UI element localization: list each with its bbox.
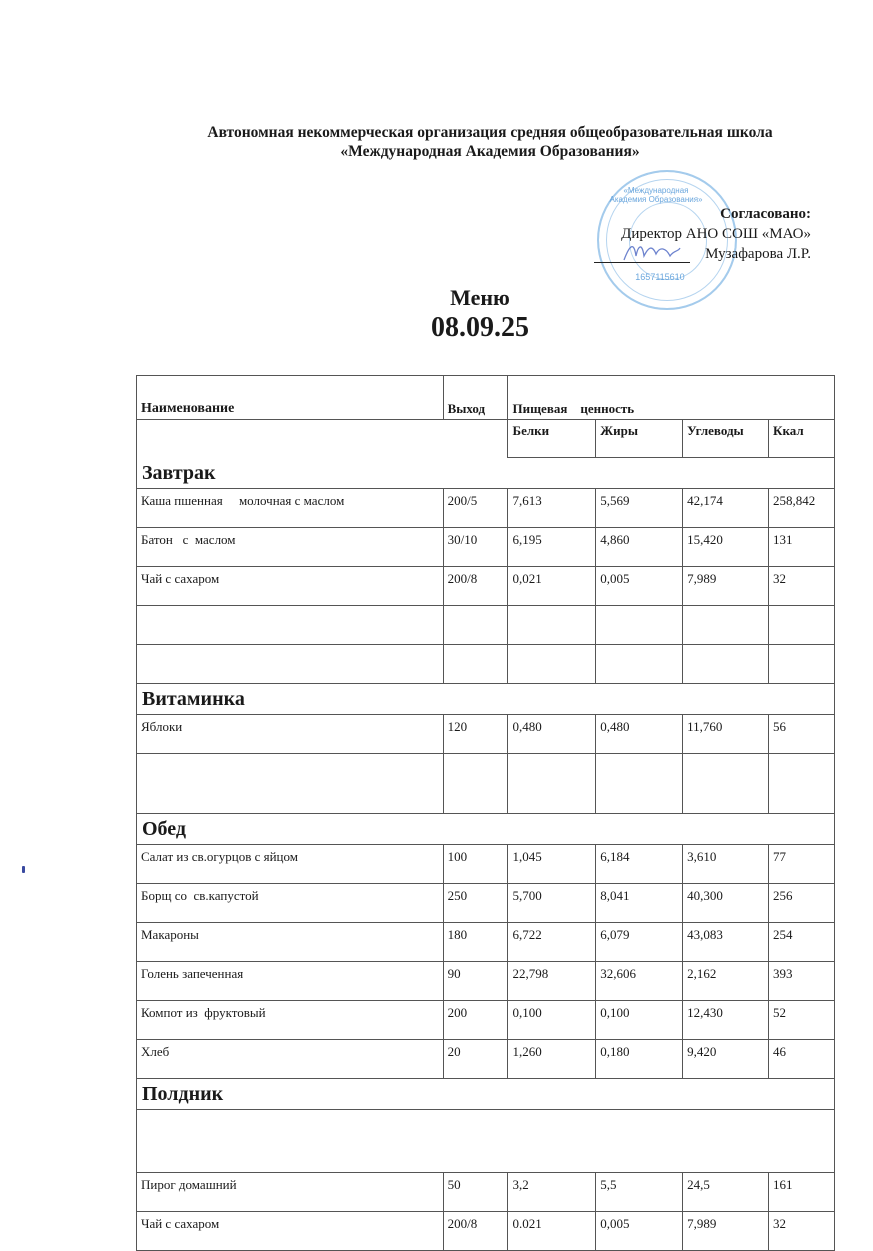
table-row bbox=[137, 1040, 835, 1079]
section-title: Обед bbox=[137, 814, 835, 845]
approval-title: Согласовано: bbox=[720, 206, 811, 222]
cell-kcal: 77 bbox=[769, 845, 835, 884]
header-row bbox=[137, 376, 835, 420]
cell-fat bbox=[596, 754, 683, 814]
section-row bbox=[137, 684, 835, 715]
table-row bbox=[137, 528, 835, 567]
cell-protein: 6,722 bbox=[508, 923, 596, 962]
menu-table bbox=[136, 375, 835, 1251]
cell-fat: 6,079 bbox=[596, 923, 683, 962]
table-row bbox=[137, 1212, 835, 1251]
approval-name: Музафарова Л.Р. bbox=[705, 246, 811, 262]
cell-carbs: 7,989 bbox=[683, 567, 769, 606]
cell-name: Пирог домашний bbox=[137, 1173, 444, 1212]
table-row bbox=[137, 1173, 835, 1212]
cell-fat bbox=[596, 606, 683, 645]
approval-position: Директор АНО СОШ «МАО» bbox=[621, 226, 811, 242]
cell-fat: 5,569 bbox=[596, 489, 683, 528]
cell-kcal: 32 bbox=[769, 1212, 835, 1251]
cell-output: 20 bbox=[443, 1040, 508, 1079]
cell-kcal bbox=[769, 606, 835, 645]
cell-output: 200/5 bbox=[443, 489, 508, 528]
cell-carbs: 3,610 bbox=[683, 845, 769, 884]
cell-carbs: 24,5 bbox=[683, 1173, 769, 1212]
cell-output: 200 bbox=[443, 1001, 508, 1040]
header-protein: Белки bbox=[508, 420, 596, 458]
cell-fat: 5,5 bbox=[596, 1173, 683, 1212]
cell-kcal: 256 bbox=[769, 884, 835, 923]
cell-name: Каша пшенная молочная с маслом bbox=[137, 489, 444, 528]
cell-name: Яблоки bbox=[137, 715, 444, 754]
cell-output bbox=[443, 645, 508, 684]
scan-speck bbox=[22, 866, 25, 873]
organization-line-1: Автономная некоммерческая организация средняя общеобразовательная школа bbox=[207, 124, 773, 141]
cell-protein: 22,798 bbox=[508, 962, 596, 1001]
table-row bbox=[137, 884, 835, 923]
cell-kcal: 161 bbox=[769, 1173, 835, 1212]
section-row bbox=[137, 458, 835, 489]
cell-carbs: 9,420 bbox=[683, 1040, 769, 1079]
cell-name bbox=[137, 606, 444, 645]
table-row bbox=[137, 715, 835, 754]
cell-kcal: 52 bbox=[769, 1001, 835, 1040]
cell-carbs: 7,989 bbox=[683, 1212, 769, 1251]
cell-fat: 4,860 bbox=[596, 528, 683, 567]
cell-fat: 0,180 bbox=[596, 1040, 683, 1079]
stamp-number: 1657115610 bbox=[635, 272, 685, 282]
cell-kcal: 393 bbox=[769, 962, 835, 1001]
table-row bbox=[137, 923, 835, 962]
cell-kcal bbox=[769, 645, 835, 684]
table-row bbox=[137, 1001, 835, 1040]
cell-kcal: 32 bbox=[769, 567, 835, 606]
cell-fat: 32,606 bbox=[596, 962, 683, 1001]
cell-kcal: 131 bbox=[769, 528, 835, 567]
header-nutrition: Пищевая ценность bbox=[508, 376, 835, 420]
section-title: Завтрак bbox=[137, 458, 835, 489]
cell-name bbox=[137, 754, 444, 814]
cell-carbs: 15,420 bbox=[683, 528, 769, 567]
cell-protein bbox=[508, 606, 596, 645]
cell-fat: 0,100 bbox=[596, 1001, 683, 1040]
cell-protein: 0,100 bbox=[508, 1001, 596, 1040]
cell-carbs: 11,760 bbox=[683, 715, 769, 754]
header-name: Наименование bbox=[137, 376, 444, 420]
cell-name: Голень запеченная bbox=[137, 962, 444, 1001]
cell-output: 120 bbox=[443, 715, 508, 754]
cell-output bbox=[443, 606, 508, 645]
cell-fat: 0,005 bbox=[596, 1212, 683, 1251]
subheader-blank-name bbox=[137, 420, 444, 458]
subheader-row bbox=[137, 420, 835, 458]
cell-name: Компот из фруктовый bbox=[137, 1001, 444, 1040]
cell-carbs bbox=[683, 606, 769, 645]
cell-protein: 1,045 bbox=[508, 845, 596, 884]
section-title: Полдник bbox=[137, 1079, 835, 1110]
cell-kcal: 56 bbox=[769, 715, 835, 754]
cell-protein: 5,700 bbox=[508, 884, 596, 923]
cell-protein: 0,480 bbox=[508, 715, 596, 754]
cell-name: Чай с сахаром bbox=[137, 1212, 444, 1251]
cell-output: 200/8 bbox=[443, 567, 508, 606]
stamp-text: «Международная Академия Образования» bbox=[609, 186, 703, 204]
cell-protein bbox=[508, 754, 596, 814]
cell-name: Салат из св.огурцов с яйцом bbox=[137, 845, 444, 884]
cell-output: 50 bbox=[443, 1173, 508, 1212]
cell-fat: 0,480 bbox=[596, 715, 683, 754]
cell-kcal: 46 bbox=[769, 1040, 835, 1079]
header-kcal: Ккал bbox=[769, 420, 835, 458]
table-row bbox=[137, 567, 835, 606]
empty-row bbox=[137, 606, 835, 645]
cell-output: 90 bbox=[443, 962, 508, 1001]
menu-date: 08.09.25 bbox=[431, 312, 529, 343]
cell-carbs: 40,300 bbox=[683, 884, 769, 923]
table-row bbox=[137, 962, 835, 1001]
cell-carbs bbox=[683, 754, 769, 814]
cell-fat bbox=[596, 645, 683, 684]
cell-carbs: 43,083 bbox=[683, 923, 769, 962]
subheader-blank-output bbox=[443, 420, 508, 458]
signature-icon bbox=[622, 238, 682, 264]
cell-name: Борщ со св.капустой bbox=[137, 884, 444, 923]
header-output: Выход bbox=[443, 376, 508, 420]
cell-name: Батон с маслом bbox=[137, 528, 444, 567]
empty-cell bbox=[137, 1110, 835, 1173]
cell-output: 30/10 bbox=[443, 528, 508, 567]
header-fat: Жиры bbox=[596, 420, 683, 458]
cell-carbs: 42,174 bbox=[683, 489, 769, 528]
cell-name bbox=[137, 645, 444, 684]
cell-kcal: 258,842 bbox=[769, 489, 835, 528]
cell-output: 180 bbox=[443, 923, 508, 962]
empty-row bbox=[137, 754, 835, 814]
cell-protein: 6,195 bbox=[508, 528, 596, 567]
cell-kcal: 254 bbox=[769, 923, 835, 962]
cell-fat: 0,005 bbox=[596, 567, 683, 606]
cell-carbs bbox=[683, 645, 769, 684]
table-row bbox=[137, 489, 835, 528]
cell-name: Хлеб bbox=[137, 1040, 444, 1079]
header-carbs: Углеводы bbox=[683, 420, 769, 458]
cell-output: 200/8 bbox=[443, 1212, 508, 1251]
cell-protein: 0.021 bbox=[508, 1212, 596, 1251]
cell-output: 100 bbox=[443, 845, 508, 884]
empty-row bbox=[137, 645, 835, 684]
cell-name: Чай с сахаром bbox=[137, 567, 444, 606]
section-row bbox=[137, 1079, 835, 1110]
cell-carbs: 2,162 bbox=[683, 962, 769, 1001]
section-title: Витаминка bbox=[137, 684, 835, 715]
organization-line-2: «Международная Академия Образования» bbox=[340, 143, 640, 160]
cell-protein: 0,021 bbox=[508, 567, 596, 606]
cell-kcal bbox=[769, 754, 835, 814]
cell-name: Макароны bbox=[137, 923, 444, 962]
empty-row bbox=[137, 1110, 835, 1173]
cell-output: 250 bbox=[443, 884, 508, 923]
cell-protein: 1,260 bbox=[508, 1040, 596, 1079]
cell-fat: 8,041 bbox=[596, 884, 683, 923]
cell-protein: 7,613 bbox=[508, 489, 596, 528]
cell-protein: 3,2 bbox=[508, 1173, 596, 1212]
organization-header bbox=[150, 123, 830, 161]
cell-output bbox=[443, 754, 508, 814]
table-row bbox=[137, 845, 835, 884]
cell-protein bbox=[508, 645, 596, 684]
menu-title: Меню bbox=[450, 285, 510, 310]
section-row bbox=[137, 814, 835, 845]
cell-carbs: 12,430 bbox=[683, 1001, 769, 1040]
cell-fat: 6,184 bbox=[596, 845, 683, 884]
